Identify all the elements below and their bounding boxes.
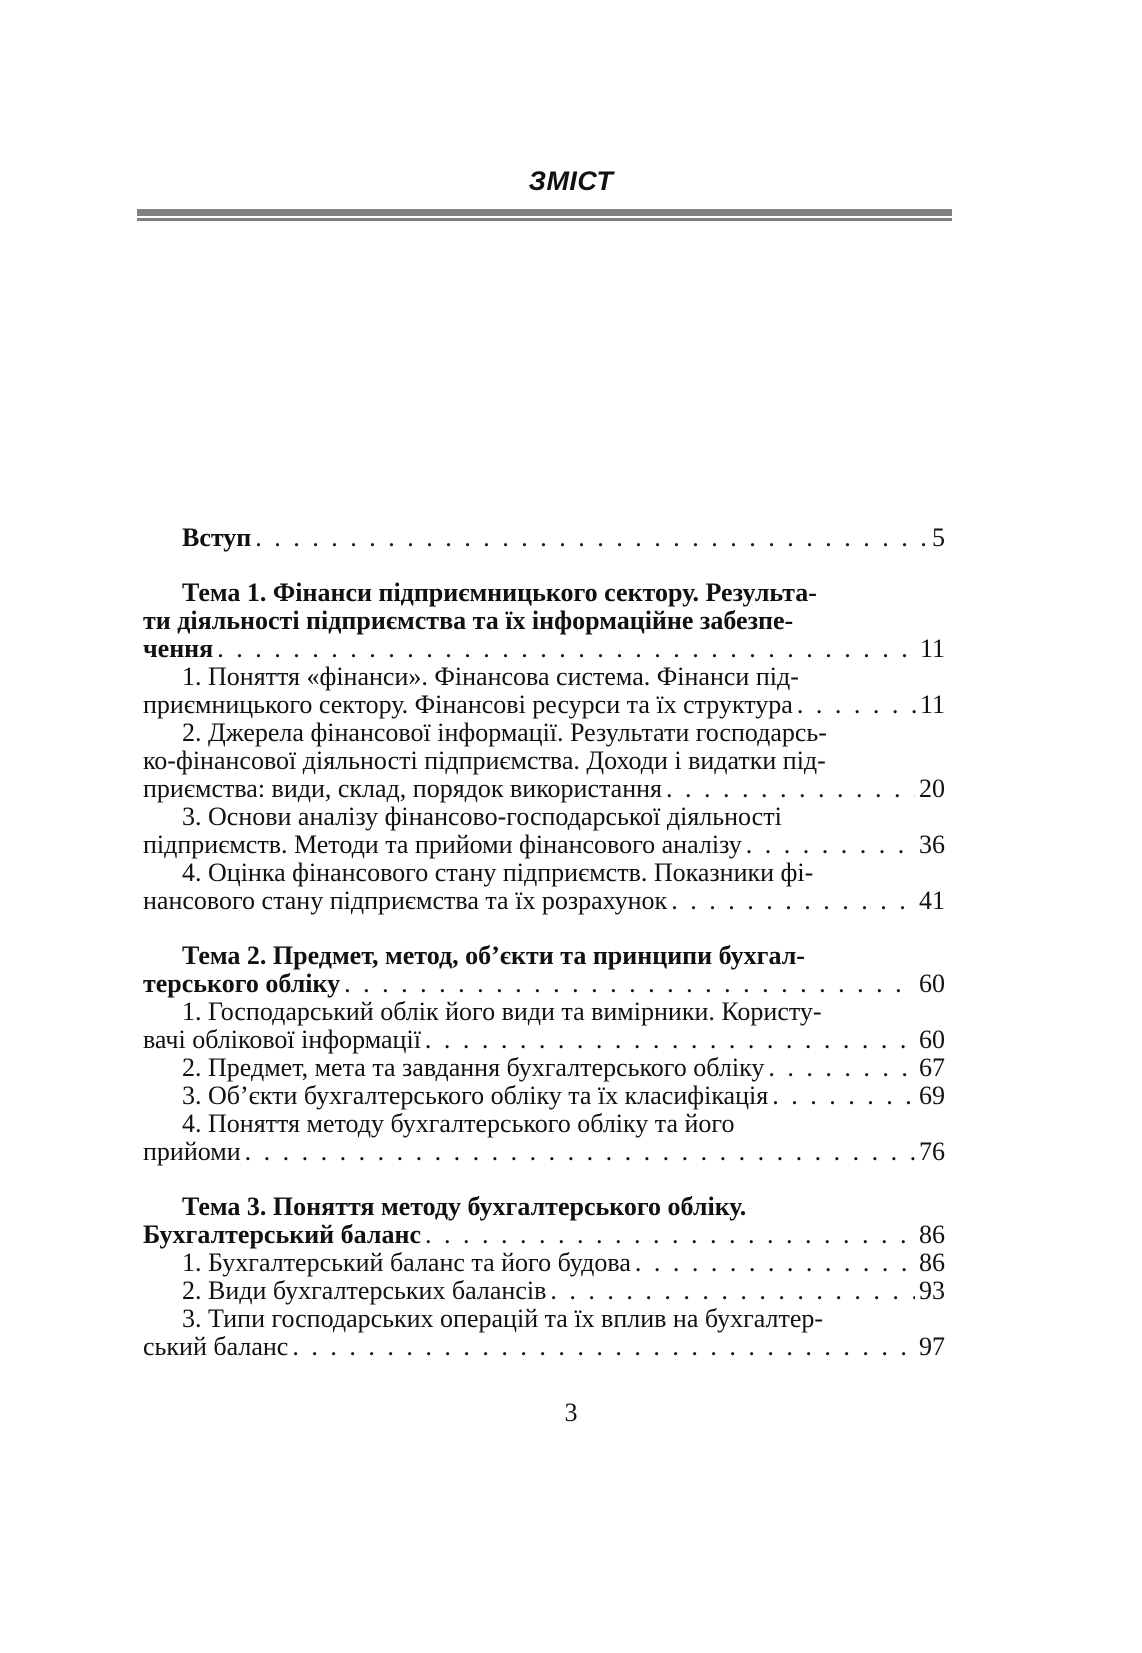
toc-entry-text: 1. Поняття «фінанси». Фінансова система. Фінанси під- (182, 663, 799, 691)
toc-heading-entry[interactable] (143, 1193, 945, 1249)
toc-line (143, 942, 945, 970)
toc-line (143, 803, 945, 831)
toc-entry-text: чення (143, 635, 214, 663)
toc-line (143, 1082, 945, 1110)
dot-leader (425, 1221, 915, 1249)
toc-line (143, 775, 945, 803)
dot-leader (635, 1249, 915, 1277)
page-number: 3 (564, 1398, 578, 1427)
toc-page-number: 86 (919, 1249, 945, 1277)
table-of-contents (143, 524, 945, 1388)
toc-entry-text: Вступ (182, 524, 252, 552)
toc-page-number: 11 (919, 635, 945, 663)
toc-line (143, 1026, 945, 1054)
title-rule-thin (137, 218, 952, 221)
toc-line (143, 1277, 945, 1305)
toc-page-number: 41 (919, 887, 945, 915)
toc-page-number: 97 (919, 1333, 945, 1361)
toc-entry-text: 3. Об’єкти бухгалтерського обліку та їх класифікація (182, 1082, 769, 1110)
dot-leader (292, 1333, 915, 1361)
toc-page-number: 60 (919, 1026, 945, 1054)
toc-entry[interactable] (143, 1277, 945, 1305)
toc-entry-text: підприємств. Методи та прийоми фінансового аналізу (143, 831, 742, 859)
toc-entry-text: ський баланс (143, 1333, 289, 1361)
dot-leader (797, 691, 916, 719)
toc-entry-text: 2. Предмет, мета та завдання бухгалтерського обліку (182, 1054, 765, 1082)
toc-line (143, 747, 945, 775)
dot-leader (550, 1277, 915, 1305)
toc-entry-text: Тема 1. Фінанси підприємницького сектору. Результа- (182, 579, 817, 607)
toc-page-number: 86 (919, 1221, 945, 1249)
toc-heading-entry[interactable] (143, 579, 945, 663)
toc-line (143, 970, 945, 998)
toc-entry-text: терського обліку (143, 970, 341, 998)
toc-section (143, 524, 945, 552)
toc-section (143, 1193, 945, 1361)
toc-page-number: 36 (919, 831, 945, 859)
toc-line (143, 635, 945, 663)
dot-leader (671, 887, 915, 915)
toc-entry[interactable] (143, 1305, 945, 1361)
dot-leader (245, 1138, 915, 1166)
toc-entry-text: 2. Джерела фінансової інформації. Результати господарсь- (182, 719, 827, 747)
toc-entry[interactable] (143, 1082, 945, 1110)
toc-section (143, 942, 945, 1166)
toc-entry-text: Бухгалтерський баланс (143, 1221, 422, 1249)
toc-line (143, 1249, 945, 1277)
toc-entry-text: вачі облікової інформації (143, 1026, 421, 1054)
toc-entry-text: 1. Бухгалтерський баланс та його будова (182, 1249, 631, 1277)
toc-line (143, 887, 945, 915)
toc-page-number: 11 (919, 691, 945, 719)
toc-heading-entry[interactable] (143, 524, 945, 552)
dot-leader (746, 831, 915, 859)
toc-entry-text: приємства: види, склад, порядок використання (143, 775, 662, 803)
toc-page-number: 76 (919, 1138, 945, 1166)
toc-page-number: 67 (919, 1054, 945, 1082)
toc-line (143, 859, 945, 887)
toc-entry-text: ко-фінансової діяльності підприємства. Доходи і видатки під- (143, 747, 826, 775)
toc-line (143, 1054, 945, 1082)
toc-section (143, 579, 945, 915)
toc-entry-text: 1. Господарський облік його види та вимірники. Користу- (182, 998, 822, 1026)
toc-line (143, 524, 945, 552)
toc-line (143, 663, 945, 691)
toc-entry-text: приємницького сектору. Фінансові ресурси та їх структура (143, 691, 793, 719)
toc-entry[interactable] (143, 719, 945, 803)
toc-page-number: 20 (919, 775, 945, 803)
toc-entry-text: 3. Основи аналізу фінансово-господарської діяльності (182, 803, 782, 831)
toc-line (143, 719, 945, 747)
toc-entry-text: нансового стану підприємства та їх розрахунок (143, 887, 668, 915)
toc-entry-text: Тема 2. Предмет, метод, об’єкти та принципи бухгал- (182, 942, 805, 970)
toc-entry[interactable] (143, 1249, 945, 1277)
toc-entry[interactable] (143, 1054, 945, 1082)
toc-entry-text: 4. Оцінка фінансового стану підприємств. Показники фі- (182, 859, 814, 887)
toc-line (143, 1193, 945, 1221)
toc-line (143, 831, 945, 859)
toc-line (143, 607, 945, 635)
toc-entry-text: Тема 3. Поняття методу бухгалтерського обліку. (182, 1193, 747, 1221)
toc-heading-entry[interactable] (143, 942, 945, 998)
title-rule-thick (137, 209, 952, 216)
dot-leader (425, 1026, 915, 1054)
dot-leader (768, 1054, 915, 1082)
toc-page-number: 93 (919, 1277, 945, 1305)
toc-line (143, 998, 945, 1026)
toc-line (143, 1138, 945, 1166)
toc-entry-text: прийоми (143, 1138, 241, 1166)
toc-line (143, 1305, 945, 1333)
toc-line (143, 1110, 945, 1138)
toc-entry-text: 2. Види бухгалтерських балансів (182, 1277, 547, 1305)
toc-line (143, 691, 945, 719)
toc-entry[interactable] (143, 998, 945, 1054)
dot-leader (344, 970, 915, 998)
dot-leader (217, 635, 916, 663)
toc-entry-text: ти діяльності підприємства та їх інформаційне забезпе- (143, 607, 794, 635)
page-title: ЗМІСТ (528, 166, 614, 196)
toc-entry[interactable] (143, 1110, 945, 1166)
toc-entry-text: 3. Типи господарських операцій та їх вплив на бухгалтер- (182, 1305, 824, 1333)
toc-entry[interactable] (143, 803, 945, 859)
toc-page-number: 5 (932, 524, 945, 552)
toc-entry[interactable] (143, 859, 945, 915)
dot-leader (772, 1082, 915, 1110)
toc-line (143, 1333, 945, 1361)
toc-page-number: 60 (919, 970, 945, 998)
toc-entry[interactable] (143, 663, 945, 719)
dot-leader (255, 524, 928, 552)
toc-line (143, 1221, 945, 1249)
toc-page-number: 69 (919, 1082, 945, 1110)
toc-line (143, 579, 945, 607)
toc-entry-text: 4. Поняття методу бухгалтерського обліку та його (182, 1110, 735, 1138)
dot-leader (666, 775, 915, 803)
